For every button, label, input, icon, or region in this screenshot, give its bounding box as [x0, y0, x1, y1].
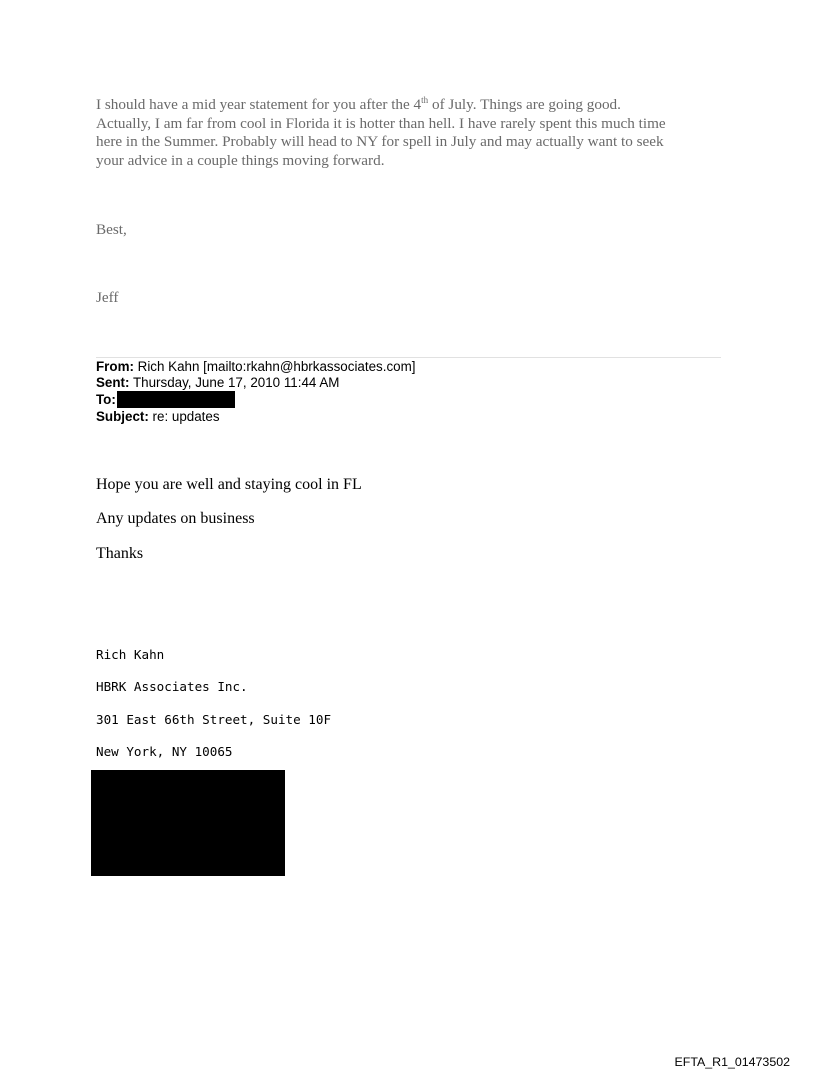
document-id: EFTA_R1_01473502 — [674, 1055, 790, 1069]
reply-signature: Jeff — [96, 289, 119, 306]
sent-value: Thursday, June 17, 2010 11:44 AM — [129, 375, 340, 391]
signature-name: Rich Kahn — [96, 647, 165, 662]
original-body-line-1: Hope you are well and staying cool in FL — [96, 476, 362, 493]
reply-line-1-tail: of July. Things are going good. — [428, 96, 621, 113]
sent-line — [96, 375, 415, 391]
subject-line — [96, 409, 415, 425]
from-label: From: — [96, 359, 134, 374]
original-body-line-2: Any updates on business — [96, 510, 255, 527]
signature-company: HBRK Associates Inc. — [96, 679, 248, 694]
from-value: Rich Kahn [mailto:rkahn@hbrkassociates.com] — [133, 359, 416, 374]
reply-line-4: your advice in a couple things moving forward. — [96, 151, 385, 169]
reply-body — [96, 96, 716, 170]
from-line — [96, 359, 415, 375]
to-line — [96, 391, 415, 408]
to-label: To: — [96, 392, 116, 408]
original-message-header — [96, 359, 415, 425]
reply-line-2: Actually, I am far from cool in Florida it is hotter than hell. I have rarely spent this much time — [96, 114, 666, 132]
sent-label: Sent: — [96, 375, 130, 391]
original-body-line-3: Thanks — [96, 545, 144, 562]
message-divider — [96, 357, 721, 358]
signature-redaction — [91, 770, 285, 876]
subject-label: Subject: — [96, 408, 149, 424]
reply-line-3: here in the Summer. Probably will head to NY for spell in July and may actually want to seek — [96, 133, 664, 151]
reply-closing: Best, — [96, 221, 127, 238]
ordinal-superscript: th — [421, 94, 429, 105]
subject-value: re: updates — [148, 408, 220, 424]
reply-line-1-text: I should have a mid year statement for you after the 4 — [96, 96, 422, 113]
signature-street: 301 East 66th Street, Suite 10F — [96, 712, 332, 727]
to-redaction — [117, 391, 235, 408]
reply-line-1 — [96, 96, 716, 115]
signature-city: New York, NY 10065 — [96, 744, 233, 759]
